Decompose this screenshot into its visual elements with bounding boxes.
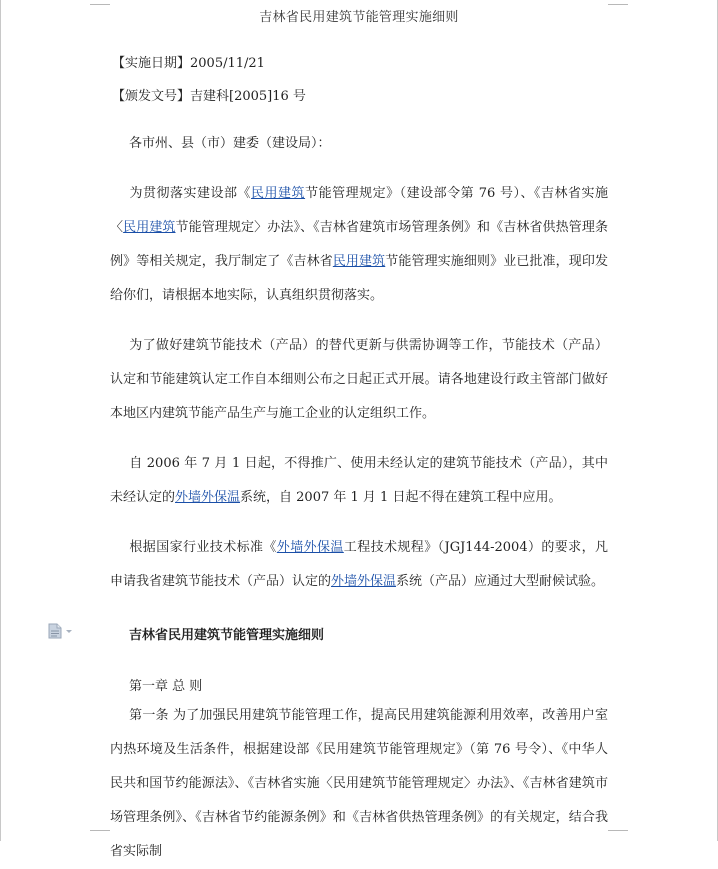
document-options-button[interactable] xyxy=(47,623,73,639)
paragraph-4: 根据国家行业技术标准《外墙外保温工程技术规程》（JGJ144-2004）的要求，凡申请我省建筑节能技术（产品）认定的外墙外保温系统（产品）应通过大型耐候试验。 xyxy=(110,540,608,589)
date-label: 【实施日期】 xyxy=(112,56,191,71)
section-heading: 吉林省民用建筑节能管理实施细则 xyxy=(129,628,325,643)
salutation: 各市州、县（市）建委（建设局）： xyxy=(129,136,331,151)
link-civil-building[interactable]: 民用建筑 xyxy=(251,186,306,201)
link-civil-building[interactable]: 民用建筑 xyxy=(123,220,176,235)
link-external-insulation[interactable]: 外墙外保温 xyxy=(276,540,344,555)
page-header-title: 吉林省民用建筑节能管理实施细则 xyxy=(259,10,459,25)
document-number xyxy=(112,85,306,104)
link-external-insulation[interactable]: 外墙外保温 xyxy=(331,574,397,589)
date-value: 2005/11/21 xyxy=(190,56,265,71)
link-civil-building[interactable]: 民用建筑 xyxy=(332,254,386,269)
document-icon xyxy=(47,623,73,639)
implementation-date xyxy=(112,52,265,71)
crop-mark xyxy=(608,830,628,831)
paragraph-3: 自 2006 年 7 月 1 日起，不得推广、使用未经认定的建筑节能技术（产品），其中未经认定的外墙外保温系统，自 2007 年 1 月 1 日起不得在建筑工程中应用。 xyxy=(110,456,608,505)
chevron-down-icon xyxy=(66,630,72,633)
link-external-insulation[interactable]: 外墙外保温 xyxy=(175,490,241,505)
crop-mark xyxy=(90,4,110,5)
paragraph-2: 为了做好建筑节能技术（产品）的替代更新与供需协调等工作，节能技术（产品）认定和节能建筑认定工作自本细则公布之日起正式开展。请各地建设行政主管部门做好本地区内建筑节能产品生产与施工企业的认定组织工作。 xyxy=(110,338,608,421)
doc-number-label: 【颁发文号】 xyxy=(112,89,191,104)
page-border-left xyxy=(0,0,1,841)
crop-mark xyxy=(608,4,628,5)
paragraph-1: 为贯彻落实建设部《民用建筑节能管理规定》（建设部令第 76 号）、《吉林省实施〈民用建筑节能管理规定〉办法》、《吉林省建筑市场管理条例》和《吉林省供热管理条例》等相关规定，我厅制定了《吉林省民用建筑节能管理实施细则》业已批准，现印发给你们，请根据本地实际，认真组织贯彻落实。 xyxy=(110,186,608,303)
chapter-title: 第一章 总 则 xyxy=(129,679,203,694)
article-1: 第一条 为了加强民用建筑节能管理工作，提高民用建筑能源利用效率，改善用户室内热环境及生活条件，根据建设部《民用建筑节能管理规定》（第 76 号令）、《中华人民共和国节约能源法》、《吉林省实施〈民用建筑节能管理规定〉办法》、《吉林省建筑市场管理条例》、《吉林省节约能源条例》和《吉林省供热管理条例》的有关规定，结合我省实际制 xyxy=(110,708,608,859)
doc-number-value: 吉建科[2005]16 号 xyxy=(190,89,306,104)
crop-mark xyxy=(90,830,110,831)
